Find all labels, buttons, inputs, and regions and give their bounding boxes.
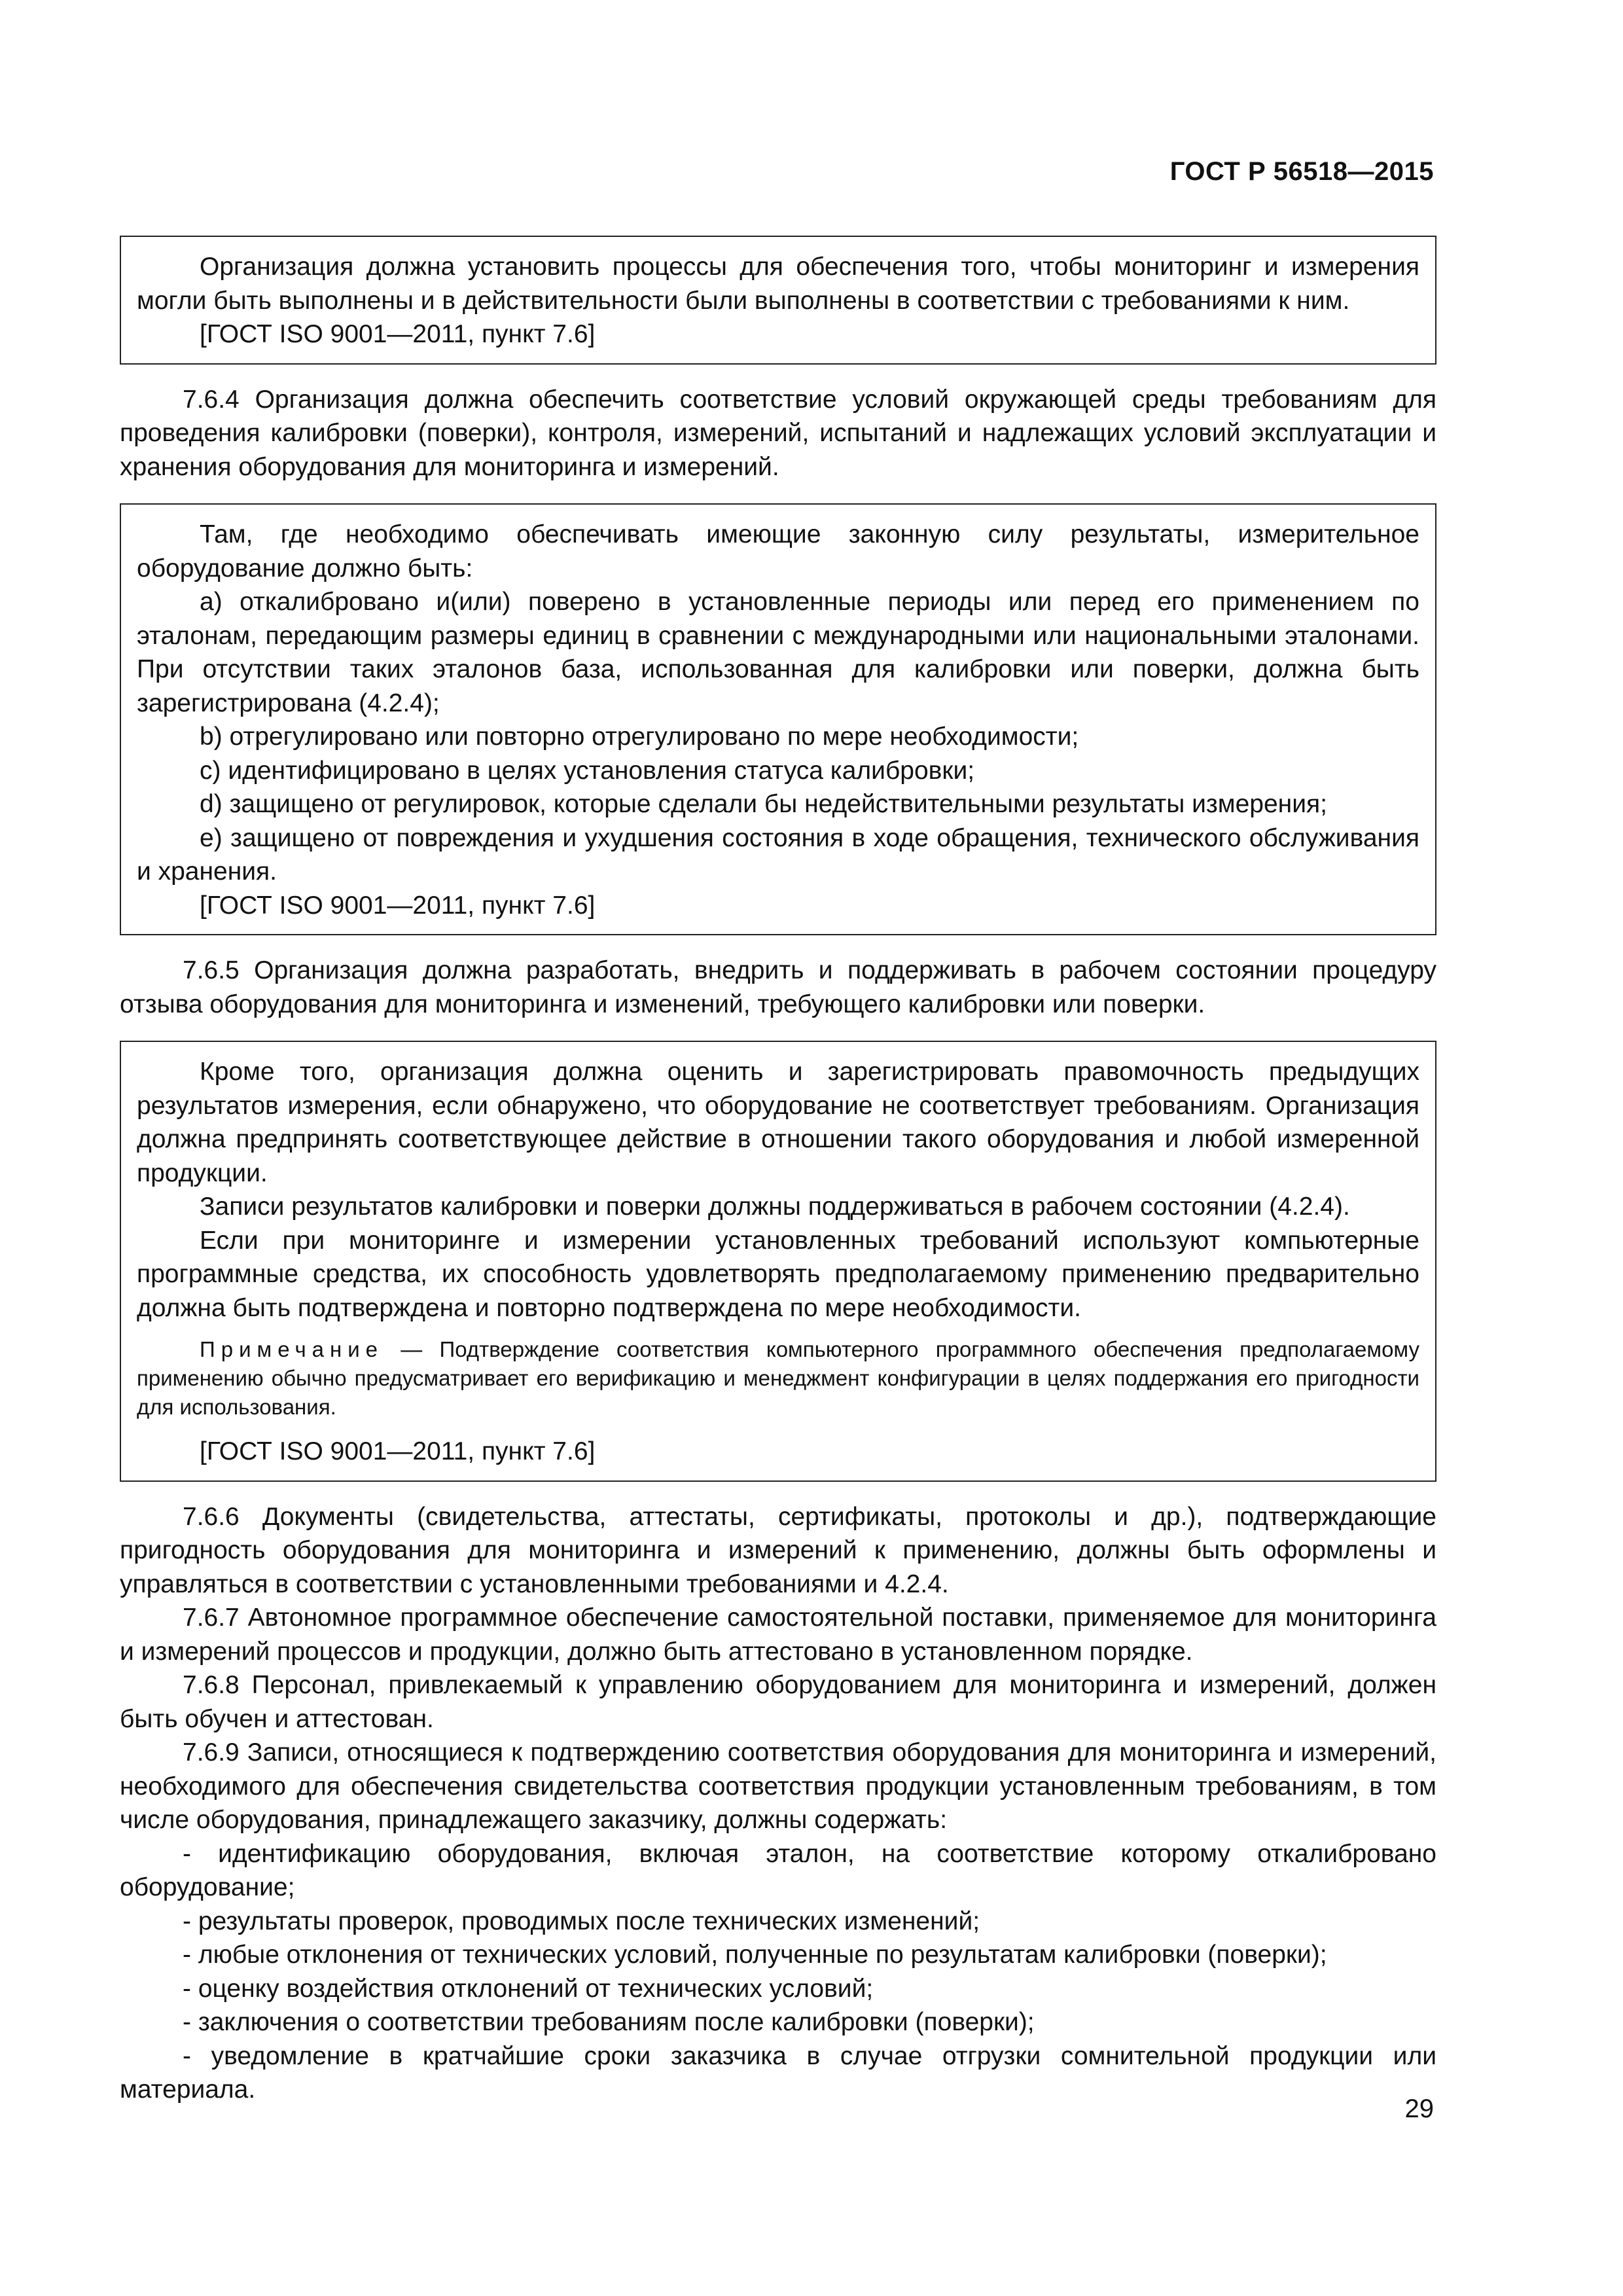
list-item-d: d) защищено от регулировок, которые сделали бы недействительными результаты измерения; [200, 790, 1327, 818]
clause-7-6-7: 7.6.7 Автономное программное обеспечение самостоятельной поставки, применяемое для мониторинга и измерений процессов и продукции, должно быть аттестовано в установленном порядке. [120, 1604, 1436, 1666]
document-standard-header: ГОСТ Р 56518—2015 [1169, 157, 1434, 186]
list-item: - любые отклонения от технических условий, полученные по результатам калибровки (поверки); [183, 1941, 1327, 1969]
page-number: 29 [1404, 2094, 1434, 2123]
clause-7-6-9: 7.6.9 Записи, относящиеся к подтверждению соответствия оборудования для мониторинга и измерений, необходимого для обеспечения свидетельства соответствия продукции установленным требованиям, в том числе оборудования, принадлежащего заказчику, должны содержать: [120, 1738, 1436, 1834]
quote-reference: [ГОСТ ISO 9001—2011, пункт 7.6] [200, 891, 596, 920]
clause-7-6-5: 7.6.5 Организация должна разработать, внедрить и поддерживать в рабочем состоянии процедуру отзыва оборудования для мониторинга и изменений, требующего калибровки или поверки. [120, 956, 1436, 1018]
quote-reference: [ГОСТ ISO 9001—2011, пункт 7.6] [200, 1437, 596, 1465]
clause-7-6-8: 7.6.8 Персонал, привлекаемый к управлению оборудованием для мониторинга и измерений, должен быть обучен и аттестован. [120, 1671, 1436, 1733]
quote-box-validity-assessment [120, 1041, 1436, 1482]
list-item: - заключения о соответствии требованиям после калибровки (поверки); [183, 2008, 1035, 2036]
page-content [120, 236, 1436, 2107]
list-item: - идентификацию оборудования, включая эталон, на соответствие которому откалибровано оборудование; [120, 1839, 1436, 1901]
quote-reference: [ГОСТ ISO 9001—2011, пункт 7.6] [200, 320, 596, 348]
list-item-b: b) отрегулировано или повторно отрегулировано по мере необходимости; [200, 723, 1079, 751]
clause-7-6-4: 7.6.4 Организация должна обеспечить соответствие условий окружающей среды требованиям для проведения калибровки (поверки), контроля, измерений, испытаний и надлежащих условий эксплуатации и хранения оборудования для мониторинга и измерений. [120, 385, 1436, 481]
quote-paragraph-3: Если при мониторинге и измерении установленных требований используют компьютерные программные средства, их способность удовлетворять предполагаемому применению предварительно должна быть подтверждена и повторно подтверждена по мере необходимости. [137, 1226, 1419, 1322]
note-text: — Подтверждение соответствия компьютерного программного обеспечения предполагаемому применению обычно предусматривает его верификацию и менеджмент конфигурации в целях поддержания его пригодности для использования. [137, 1337, 1419, 1419]
list-item-a: а) откалибровано и(или) поверено в установленные периоды или перед его применением по эталонам, передающим размеры единиц в сравнении с международными или национальными эталонами. При отсутствии таких эталонов база, использованная для калибровки или поверки, должна быть зарегистрирована (4.2.4); [137, 588, 1419, 717]
note-label: Примечание [200, 1337, 384, 1361]
quote-box-equipment-requirements [120, 503, 1436, 935]
quote-box-iso-general [120, 236, 1436, 365]
list-item-e: e) защищено от повреждения и ухудшения состояния в ходе обращения, технического обслуживания и хранения. [137, 823, 1419, 886]
list-item-c: c) идентифицировано в целях установления статуса калибровки; [200, 756, 975, 785]
list-item: - уведомление в кратчайшие сроки заказчика в случае отгрузки сомнительной продукции или материала. [120, 2041, 1436, 2104]
list-item: - оценку воздействия отклонений от технических условий; [183, 1974, 874, 2003]
quote-intro: Там, где необходимо обеспечивать имеющие законную силу результаты, измерительное оборудование должно быть: [137, 520, 1419, 583]
quote-text: Организация должна установить процессы для обеспечения того, чтобы мониторинг и измерения могли быть выполнены и в действительности были выполнены в соответствии с требованиями к ним. [137, 253, 1419, 315]
note [137, 1335, 1419, 1422]
clause-7-6-6: 7.6.6 Документы (свидетельства, аттестаты, сертификаты, протоколы и др.), подтверждающие пригодность оборудования для мониторинга и измерений к применению, должны быть оформлены и управляться в соответствии с установленными требованиями и 4.2.4. [120, 1502, 1436, 1598]
list-item: - результаты проверок, проводимых после технических изменений; [183, 1907, 980, 1935]
quote-paragraph-1: Кроме того, организация должна оценить и зарегистрировать правомочность предыдущих результатов измерения, если обнаружено, что оборудование не соответствует требованиям. Организация должна предпринять соответствующее действие в отношении такого оборудования и любой измеренной продукции. [137, 1058, 1419, 1187]
quote-paragraph-2: Записи результатов калибровки и поверки должны поддерживаться в рабочем состоянии (4.2.4). [200, 1193, 1350, 1221]
